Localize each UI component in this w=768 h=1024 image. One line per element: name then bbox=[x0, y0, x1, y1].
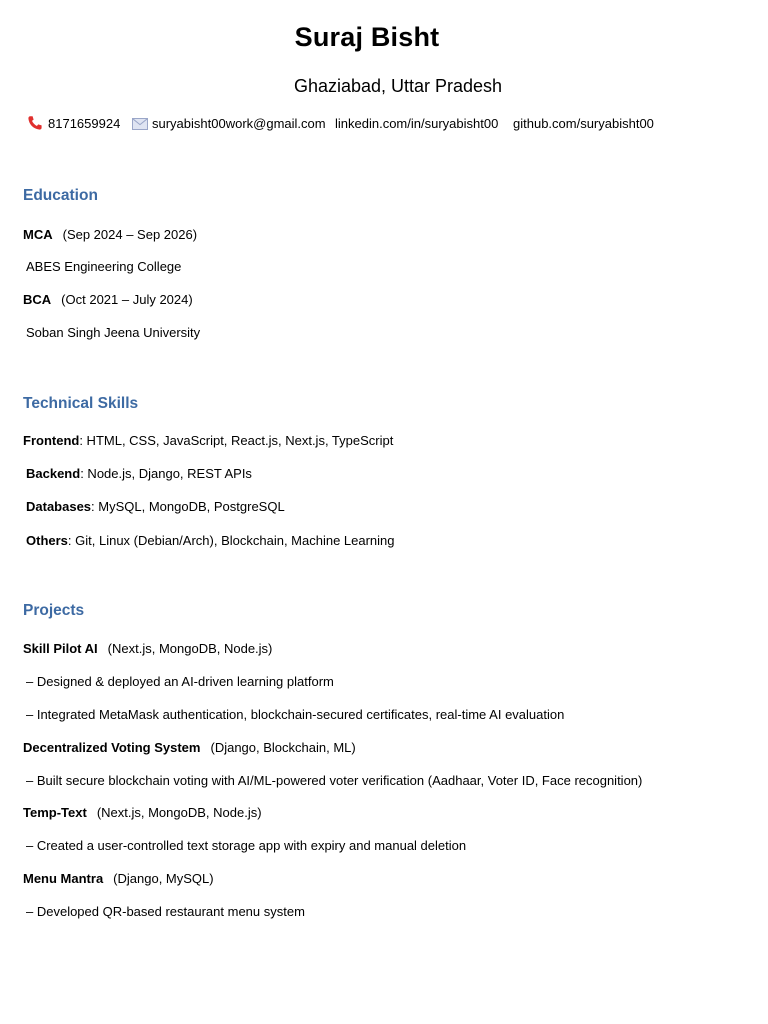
skill-value: : Node.js, Django, REST APIs bbox=[80, 466, 252, 481]
project-title: Skill Pilot AI bbox=[23, 641, 98, 656]
project-title-row bbox=[23, 740, 356, 755]
education-entry bbox=[23, 292, 193, 307]
project-stack: (Next.js, MongoDB, Node.js) bbox=[96, 805, 262, 820]
project-stack: (Django, Blockchain, ML) bbox=[210, 740, 356, 755]
phone-number: 8171659924 bbox=[48, 116, 121, 131]
education-heading: Education bbox=[23, 187, 98, 204]
skill-row bbox=[26, 499, 285, 514]
skill-label: Databases bbox=[26, 499, 92, 514]
project-bullet: – Developed QR-based restaurant menu system bbox=[26, 904, 305, 919]
skill-label: Others bbox=[26, 533, 68, 548]
degree: MCA bbox=[23, 227, 53, 242]
projects-heading: Projects bbox=[23, 602, 85, 619]
project-bullet: – Integrated MetaMask authentication, blockchain-secured certificates, real-time AI evaluation bbox=[26, 707, 565, 722]
degree-dates: (Oct 2021 – July 2024) bbox=[61, 292, 193, 307]
project-title-row bbox=[23, 805, 262, 820]
skills-heading: Technical Skills bbox=[23, 395, 139, 412]
project-title: Decentralized Voting System bbox=[23, 740, 201, 755]
candidate-name: Suraj Bisht bbox=[294, 22, 440, 52]
skill-label: Frontend bbox=[23, 433, 80, 448]
linkedin-link[interactable]: linkedin.com/in/suryabisht00 bbox=[335, 116, 499, 131]
project-title: Temp-Text bbox=[23, 805, 87, 820]
skill-value: : Git, Linux (Debian/Arch), Blockchain, Machine Learning bbox=[67, 533, 395, 548]
mail-icon bbox=[132, 118, 148, 130]
email-link[interactable]: suryabisht00work@gmail.com bbox=[152, 116, 326, 131]
project-stack: (Django, MySQL) bbox=[113, 871, 214, 886]
institution: ABES Engineering College bbox=[26, 259, 182, 274]
skill-value: : MySQL, MongoDB, PostgreSQL bbox=[91, 499, 285, 514]
phone-icon bbox=[27, 115, 43, 131]
degree-dates: (Sep 2024 – Sep 2026) bbox=[62, 227, 198, 242]
skill-row bbox=[23, 433, 393, 448]
project-title-row bbox=[23, 871, 214, 886]
skill-row bbox=[26, 533, 395, 548]
skill-label: Backend bbox=[26, 466, 81, 481]
project-stack: (Next.js, MongoDB, Node.js) bbox=[107, 641, 273, 656]
project-bullet: – Created a user-controlled text storage app with expiry and manual deletion bbox=[26, 838, 467, 853]
skill-row bbox=[26, 466, 252, 481]
education-entry bbox=[23, 227, 197, 242]
degree: BCA bbox=[23, 292, 52, 307]
institution: Soban Singh Jeena University bbox=[26, 325, 201, 340]
github-link[interactable]: github.com/suryabisht00 bbox=[513, 116, 654, 131]
project-bullet: – Designed & deployed an AI-driven learning platform bbox=[26, 674, 334, 689]
skill-value: : HTML, CSS, JavaScript, React.js, Next.js, TypeScript bbox=[79, 433, 394, 448]
project-bullet: – Built secure blockchain voting with AI/ML-powered voter verification (Aadhaar, Voter ID, Face recognition) bbox=[26, 773, 643, 788]
project-title-row bbox=[23, 641, 272, 656]
candidate-location: Ghaziabad, Uttar Pradesh bbox=[293, 76, 503, 96]
project-title: Menu Mantra bbox=[23, 871, 104, 886]
